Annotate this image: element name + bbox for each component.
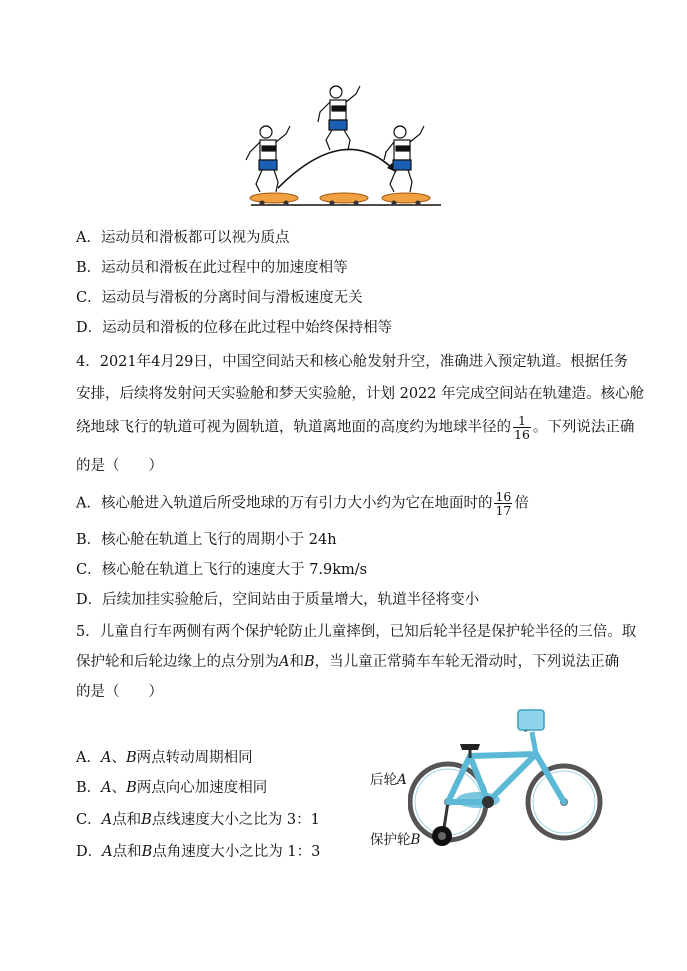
bicycle-figure xyxy=(408,702,608,852)
training-wheel xyxy=(432,802,452,846)
q5-option-a-var-a: A xyxy=(100,750,112,766)
bicycle-basket xyxy=(518,710,544,730)
q3-option-c-letter: C． xyxy=(76,290,102,306)
q5-option-b-rest: 两点向心加速度相同 xyxy=(136,780,268,796)
q5-var-b: B xyxy=(303,654,315,670)
q4-option-c: C．核心舱在轨道上飞行的速度大于 7.9km/s xyxy=(76,562,368,578)
skateboard-right xyxy=(382,193,430,206)
q5-option-c-var-b: B xyxy=(141,812,152,828)
q5-stem-line3: 的是（ ） xyxy=(76,684,163,700)
q4-fraction-denominator: 16 xyxy=(514,427,530,442)
q4-stem-line2: 安排，后续将发射问天实验舱和梦天实验舱，计划 2022 年完成空间站在轨建造。核心舱 xyxy=(76,386,645,402)
q4-option-a-denominator: 17 xyxy=(495,503,512,518)
skateboard-middle xyxy=(320,193,368,206)
q5-option-b-var-b: B xyxy=(126,780,137,796)
q3-option-a-letter: A． xyxy=(76,230,101,246)
q3-option-d-letter: D． xyxy=(76,320,103,336)
skater-right xyxy=(384,126,424,192)
q4-option-a xyxy=(76,490,529,517)
q5-option-b-var-a: A xyxy=(101,780,112,796)
q4-option-a-fraction xyxy=(494,490,512,517)
q3-option-b-letter: B． xyxy=(76,260,102,276)
q5-option-d xyxy=(76,842,320,862)
q5-option-b xyxy=(76,778,267,798)
q5-option-c-mid: 点和 xyxy=(112,812,142,828)
skateboard-figure xyxy=(236,80,446,210)
label-guard-wheel-var: B xyxy=(410,832,421,848)
q4-option-d: D．后续加挂实验舱后，空间站由于质量增大，轨道半径将变小 xyxy=(76,592,480,608)
q4-option-a-pre: A．核心舱进入轨道后所受地球的万有引力大小约为它在地面时的 xyxy=(76,495,493,512)
q5-option-d-var-a: A xyxy=(102,844,113,860)
q4-stem-line3-post: 。下列说法正确 xyxy=(532,419,635,436)
q5-stem-line2 xyxy=(76,652,619,672)
label-rear-wheel xyxy=(370,768,407,788)
label-rear-wheel-var: A xyxy=(397,772,407,788)
skateboard-left xyxy=(250,193,298,206)
q5-option-c xyxy=(76,810,320,830)
q5-option-a-sep: 、 xyxy=(111,750,126,766)
q4-option-b: B．核心舱在轨道上飞行的周期小于 24h xyxy=(76,532,337,548)
q3-option-d xyxy=(76,318,392,338)
q5-stem-and: 和 xyxy=(289,654,304,670)
skater-middle xyxy=(318,86,360,150)
crank xyxy=(482,796,494,808)
label-rear-wheel-text: 后轮 xyxy=(370,772,397,788)
q4-option-a-numerator: 16 xyxy=(495,489,512,504)
q5-option-c-letter: C． xyxy=(76,812,102,828)
q5-var-a: A xyxy=(279,654,290,670)
q4-stem-line4: 的是（ ） xyxy=(76,458,163,474)
q4-stem-line3 xyxy=(76,414,634,441)
q3-option-c-text: 运动员与滑板的分离时间与滑板速度无关 xyxy=(101,290,363,306)
q5-option-c-var-a: A xyxy=(101,812,113,828)
q5-stem-line2-b: ，当儿童正常骑车车轮无滑动时，下列说法正确 xyxy=(314,654,620,670)
q4-fraction xyxy=(513,414,531,441)
q3-option-a-text: 运动员和滑板都可以视为质点 xyxy=(100,230,290,246)
q5-option-d-mid: 点和 xyxy=(112,844,142,860)
q5-stem-line1: 5．儿童自行车两侧有两个保护轮防止儿童摔倒，已知后轮半径是保护轮半径的三倍。取 xyxy=(76,624,637,640)
q4-stem-line3-pre: 绕地球飞行的轨道可视为圆轨道，轨道离地面的高度约为地球半径的 xyxy=(76,419,511,436)
q4-fraction-numerator: 1 xyxy=(513,414,531,428)
q3-option-a xyxy=(76,228,289,248)
q5-option-d-var-b: B xyxy=(141,844,153,860)
q5-option-a-var-b: B xyxy=(125,750,137,766)
label-guard-wheel xyxy=(370,828,420,848)
q3-option-b-text: 运动员和滑板在此过程中的加速度相等 xyxy=(101,260,348,276)
q5-option-b-sep: 、 xyxy=(111,780,127,796)
q5-option-d-rest: 点角速度大小之比为 1：3 xyxy=(152,844,321,860)
q5-option-a xyxy=(76,748,253,768)
q4-stem-line1: 4．2021年4月29日，中国空间站天和核心舱发射升空，准确进入预定轨道。根据任务 xyxy=(76,354,629,370)
trajectory-arc xyxy=(278,149,396,188)
q4-option-a-post: 倍 xyxy=(514,495,529,512)
q5-option-d-letter: D． xyxy=(76,844,103,860)
q3-option-b xyxy=(76,258,348,278)
q3-option-c xyxy=(76,288,363,308)
q5-option-a-rest: 两点转动周期相同 xyxy=(136,750,253,766)
q5-option-b-letter: B． xyxy=(76,780,102,796)
bicycle-seat xyxy=(460,744,480,750)
q5-stem-line2-a: 保护轮和后轮边缘上的点分别为 xyxy=(76,654,279,670)
q5-option-a-letter: A． xyxy=(76,750,101,766)
q3-option-d-text: 运动员和滑板的位移在此过程中始终保持相等 xyxy=(102,320,393,336)
q5-option-c-rest: 点线速度大小之比为 3：1 xyxy=(151,812,320,828)
label-guard-wheel-text: 保护轮 xyxy=(370,832,411,848)
